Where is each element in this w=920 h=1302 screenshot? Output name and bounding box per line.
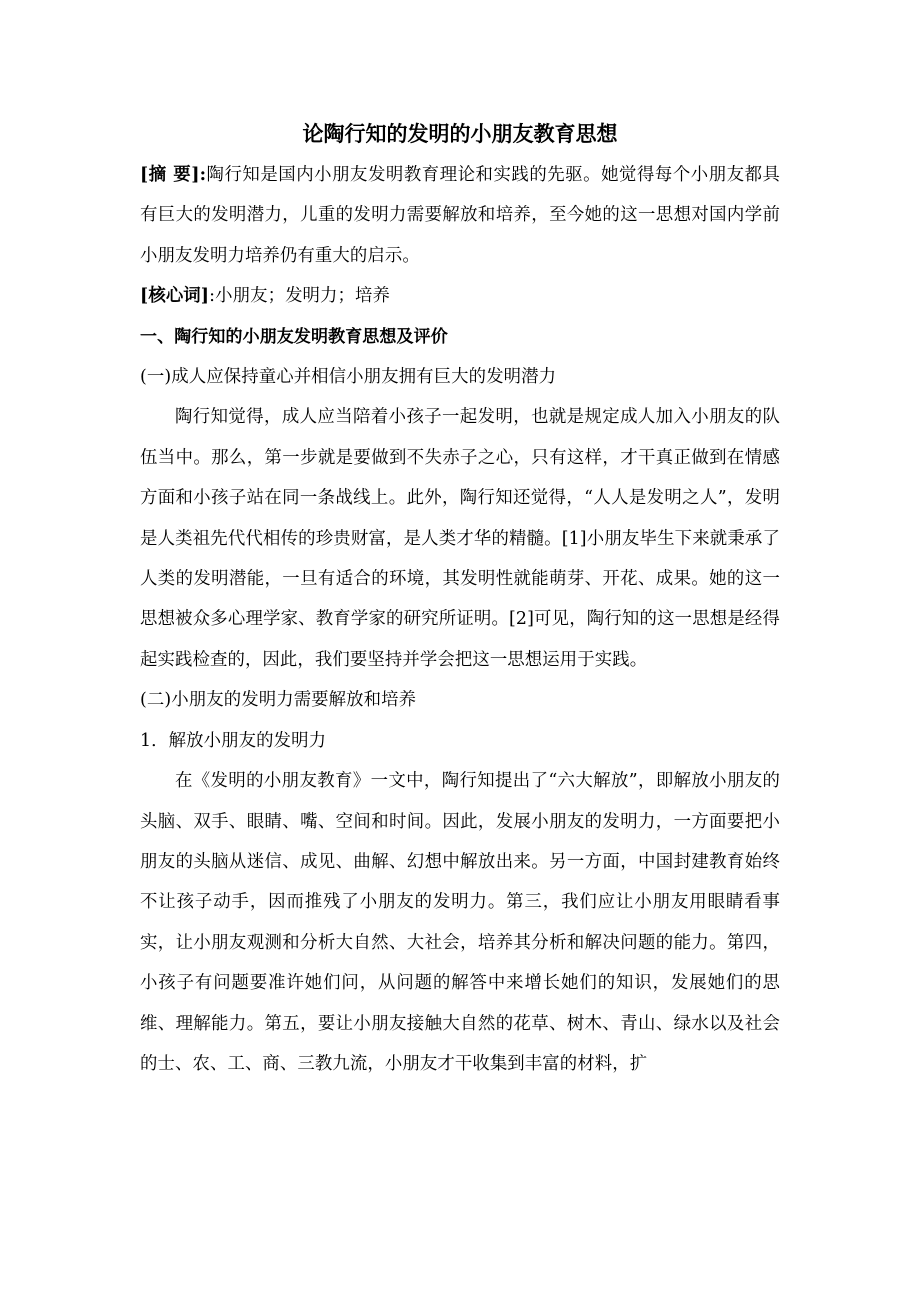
- keywords-label: [核心词]: [140, 286, 210, 307]
- body-paragraph-1: 陶行知觉得，成人应当陪着小孩子一起发明，也就是规定成人加入小朋友的队伍当中。那么，第一步就是要做到不失赤子之心，只有这样，才干真正做到在情感方面和小孩子站在同一条战线上。此外，陶行知还觉得，“人人是发明之人”，发明是人类祖先代代相传的珍贵财富，是人类才华的精髓。[1]小朋友毕生下来就秉承了人类的发明潜能，一旦有适合的环境，其发明性就能萌芽、开花、成果。她的这一思想被众多心理学家、教育学家的研究所证明。[2]可见，陶行知的这一思想是经得起实践检查的，因此，我们要坚持并学会把这一思想运用于实践。: [140, 407, 780, 670]
- keywords-line: [140, 276, 780, 316]
- abstract-paragraph: [140, 155, 780, 276]
- subsection-heading-2: (二)小朋友的发明力需要解放和培养: [140, 690, 417, 711]
- subsection-heading-1: (一)成人应保持童心并相信小朋友拥有巨大的发明潜力: [140, 367, 557, 388]
- section-heading-1: 一、陶行知的小朋友发明教育思想及评价: [140, 326, 448, 347]
- abstract-label: [摘 要]:: [140, 165, 207, 185]
- document-body: [140, 113, 780, 1084]
- abstract-text: 陶行知是国内小朋友发明教育理论和实践的先驱。她觉得每个小朋友都具有巨大的发明潜力，儿重的发明力需要解放和培养，至今她的这一思想对国内学前小朋友发明力培养仍有重大的启示。: [140, 165, 781, 266]
- document-title: 论陶行知的发明的小朋友教育思想: [302, 122, 618, 146]
- item-heading-1: 1．解放小朋友的发明力: [140, 730, 327, 751]
- body-paragraph-2: 在《发明的小朋友教育》一文中，陶行知提出了“六大解放”，即解放小朋友的头脑、双手、眼睛、嘴、空间和时间。因此，发展小朋友的发明力，一方面要把小朋友的头脑从迷信、成见、曲解、幻想中解放出来。另一方面，中国封建教育始终不让孩子动手，因而推残了小朋友的发明力。第三，我们应让小朋友用眼睛看事实，让小朋友观测和分析大自然、大社会，培养其分析和解决问题的能力。第四，小孩子有问题要准许她们问，从问题的解答中来增长她们的知识，发展她们的思维、理解能力。第五，要让小朋友接触大自然的花草、树木、青山、绿水以及社会的士、农、工、商、三教九流，小朋友才干收集到丰富的材料，扩: [140, 771, 780, 1074]
- keywords-text: :小朋友；发明力；培养: [209, 286, 391, 307]
